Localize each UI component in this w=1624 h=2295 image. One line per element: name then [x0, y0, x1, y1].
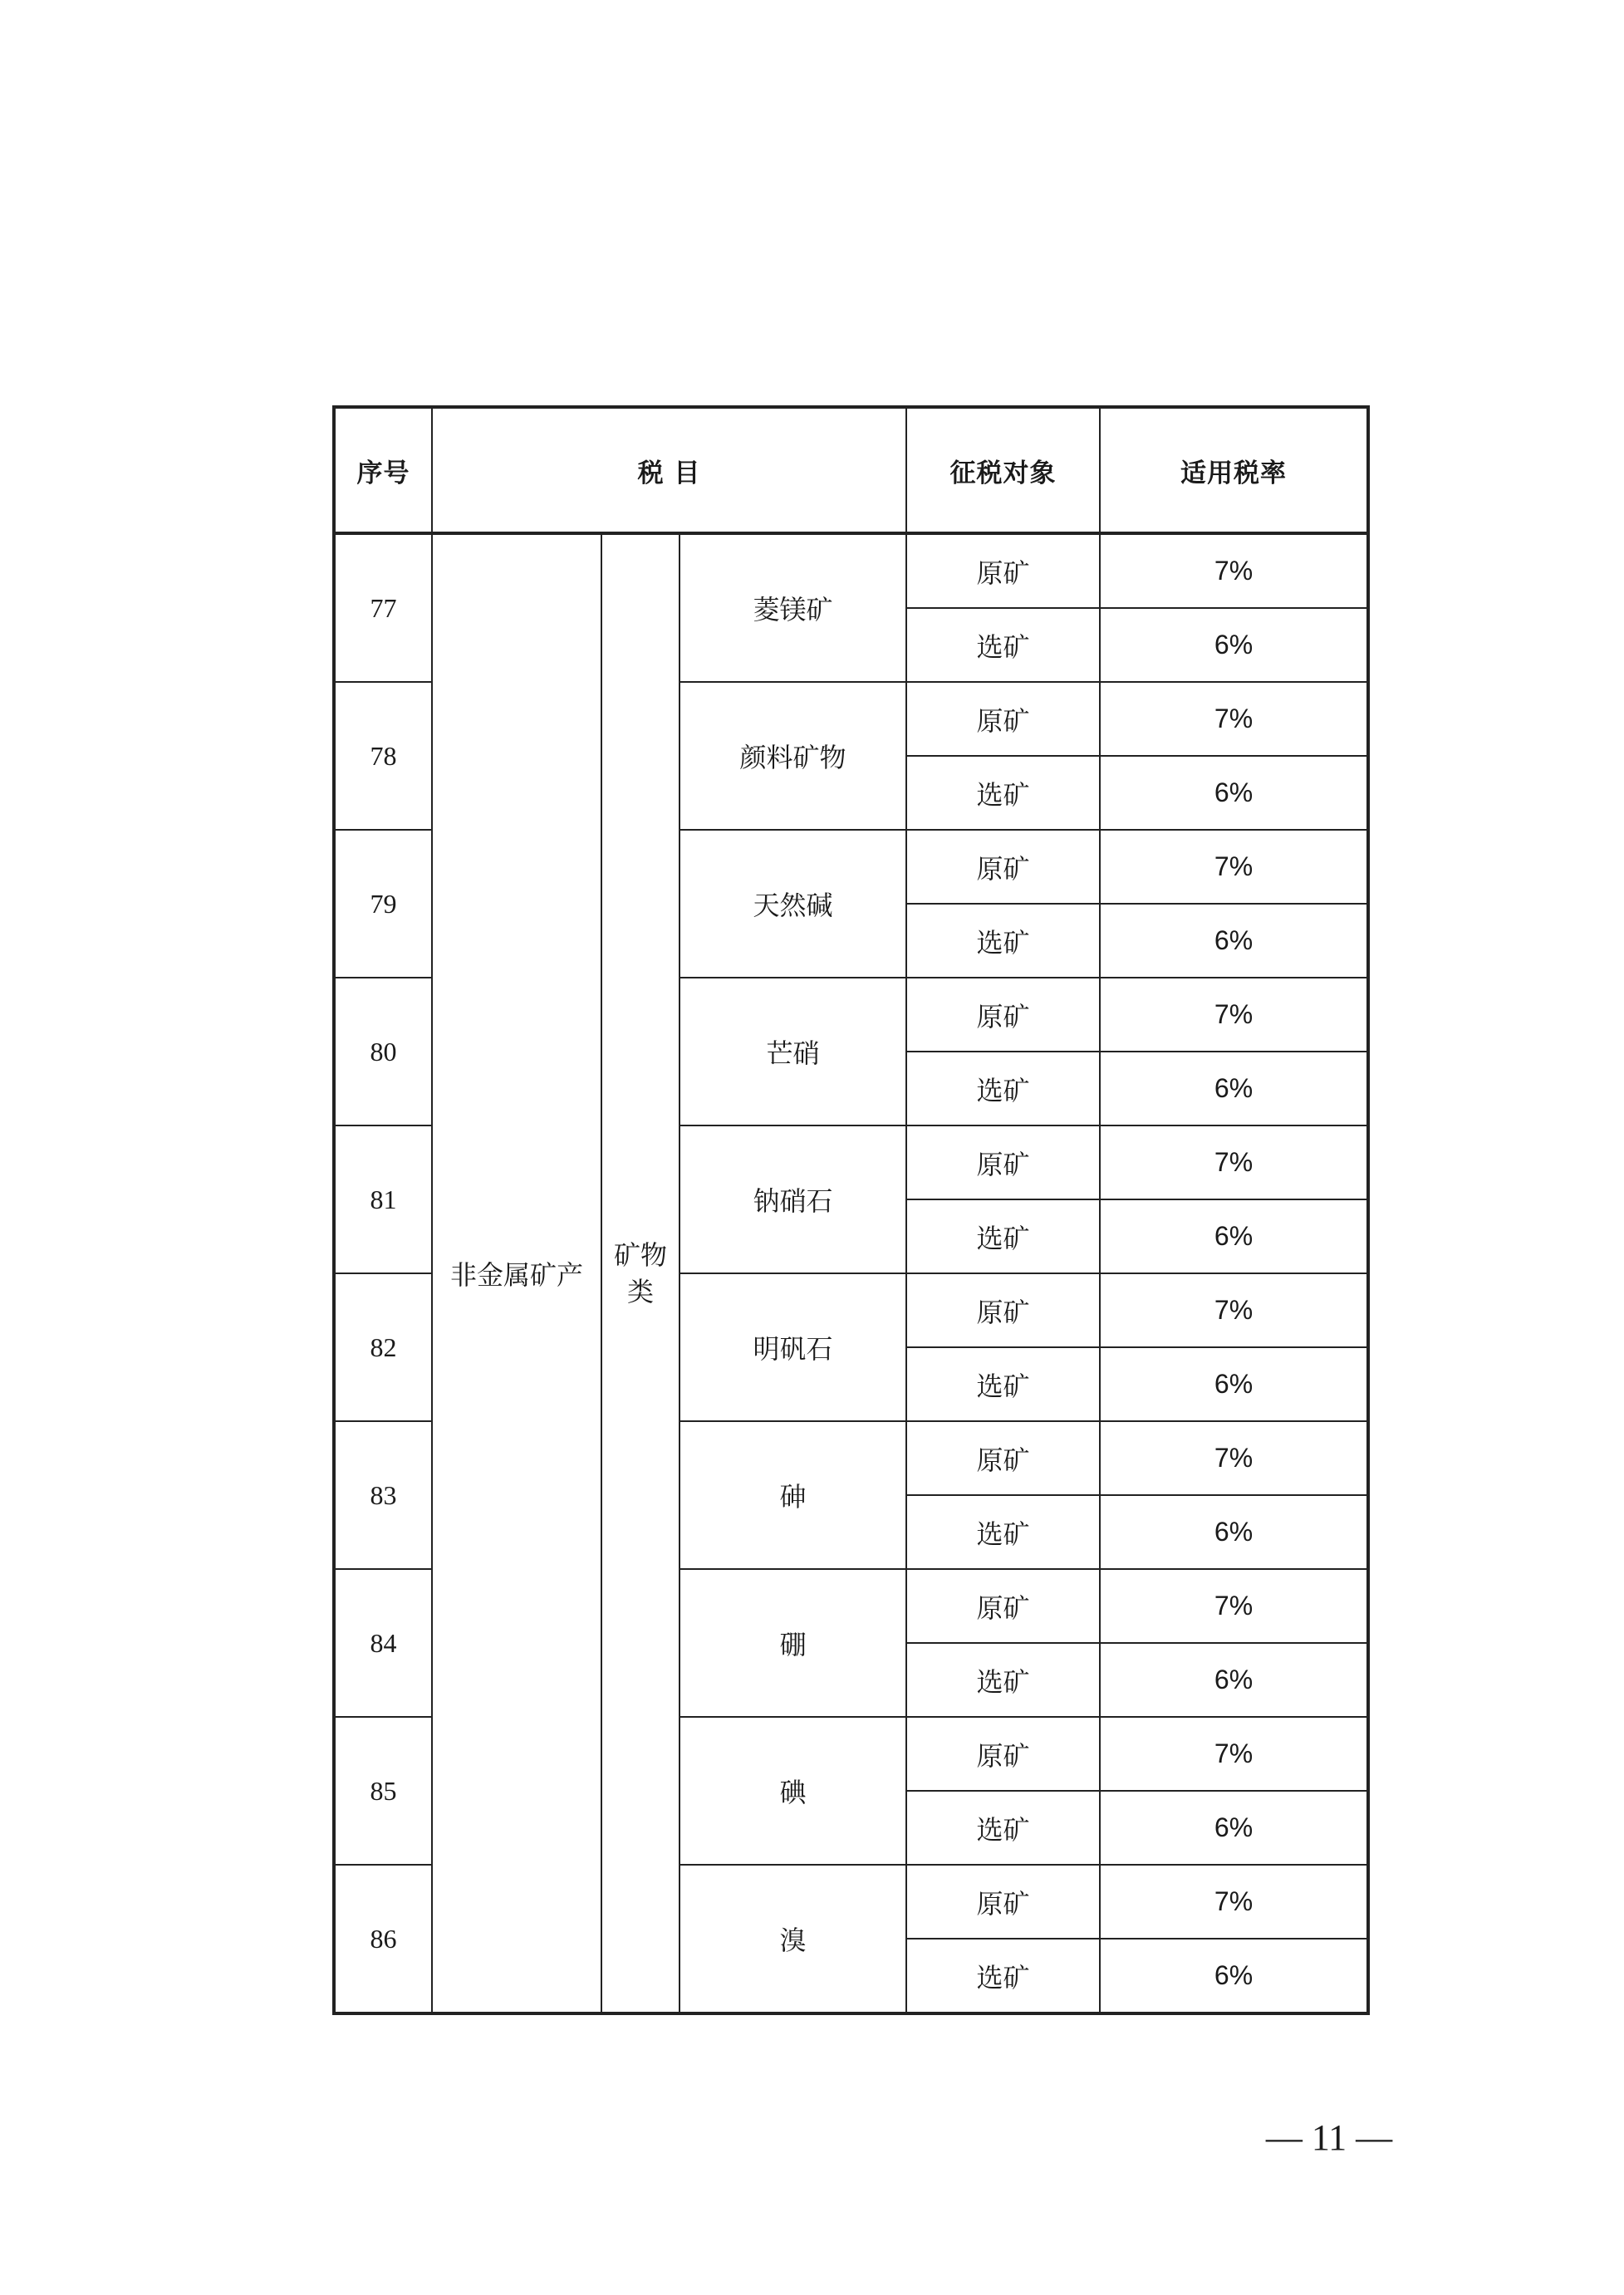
subcategory-cell	[601, 533, 680, 2013]
tax-object: 原矿	[906, 1865, 1100, 1939]
tax-rate: 7%	[1100, 533, 1368, 608]
table-row	[334, 533, 1368, 608]
mineral-name: 钠硝石	[680, 1125, 906, 1273]
row-seq: 79	[334, 830, 432, 978]
tax-rate: 6%	[1100, 756, 1368, 830]
tax-object: 选矿	[906, 1347, 1100, 1421]
tax-object: 原矿	[906, 1273, 1100, 1347]
tax-object: 选矿	[906, 756, 1100, 830]
tax-rate: 7%	[1100, 1717, 1368, 1791]
tax-object: 选矿	[906, 1791, 1100, 1865]
tax-rate: 6%	[1100, 1052, 1368, 1125]
subcategory-label: 矿物类	[613, 1239, 667, 1307]
mineral-name: 菱镁矿	[680, 533, 906, 682]
tax-rate: 7%	[1100, 1865, 1368, 1939]
tax-object: 原矿	[906, 1717, 1100, 1791]
tax-rate: 6%	[1100, 1347, 1368, 1421]
tax-rate: 6%	[1100, 608, 1368, 682]
tax-object: 选矿	[906, 904, 1100, 978]
tax-object: 选矿	[906, 1939, 1100, 2013]
tax-rate: 6%	[1100, 1791, 1368, 1865]
row-seq: 82	[334, 1273, 432, 1421]
header-seq: 序号	[334, 407, 432, 533]
mineral-name: 溴	[680, 1865, 906, 2013]
mineral-name: 颜料矿物	[680, 682, 906, 830]
category-cell	[432, 533, 601, 2013]
tax-object: 原矿	[906, 682, 1100, 756]
tax-rate: 6%	[1100, 1939, 1368, 2013]
tax-rate: 7%	[1100, 1125, 1368, 1199]
mineral-name: 明矾石	[680, 1273, 906, 1421]
tax-object: 原矿	[906, 1421, 1100, 1495]
row-seq: 84	[334, 1569, 432, 1717]
tax-rate: 7%	[1100, 830, 1368, 904]
mineral-name: 芒硝	[680, 978, 906, 1125]
row-seq: 81	[334, 1125, 432, 1273]
tax-rate: 6%	[1100, 1199, 1368, 1273]
mineral-name: 碘	[680, 1717, 906, 1865]
page-number: — 11 —	[1265, 2117, 1393, 2158]
header-object: 征税对象	[906, 407, 1100, 533]
tax-rate: 7%	[1100, 978, 1368, 1052]
tax-rate: 6%	[1100, 1495, 1368, 1569]
mineral-name: 砷	[680, 1421, 906, 1569]
tax-object: 原矿	[906, 830, 1100, 904]
mineral-name: 天然碱	[680, 830, 906, 978]
tax-object: 原矿	[906, 1125, 1100, 1199]
row-seq: 80	[334, 978, 432, 1125]
tax-rate: 7%	[1100, 1273, 1368, 1347]
tax-object: 选矿	[906, 1199, 1100, 1273]
tax-rate: 6%	[1100, 904, 1368, 978]
row-seq: 86	[334, 1865, 432, 2013]
header-item: 税 目	[432, 407, 906, 533]
tax-rate-table	[332, 405, 1370, 2015]
row-seq: 77	[334, 533, 432, 682]
header-rate: 适用税率	[1100, 407, 1368, 533]
tax-object: 原矿	[906, 1569, 1100, 1643]
tax-rate: 7%	[1100, 682, 1368, 756]
tax-object: 选矿	[906, 608, 1100, 682]
row-seq: 78	[334, 682, 432, 830]
tax-object: 选矿	[906, 1495, 1100, 1569]
tax-object: 选矿	[906, 1052, 1100, 1125]
category-label: 非金属矿产	[449, 1259, 583, 1291]
tax-rate: 7%	[1100, 1421, 1368, 1495]
tax-object: 原矿	[906, 533, 1100, 608]
tax-rate: 7%	[1100, 1569, 1368, 1643]
row-seq: 85	[334, 1717, 432, 1865]
table-header-row	[334, 407, 1368, 533]
tax-rate: 6%	[1100, 1643, 1368, 1717]
tax-object: 选矿	[906, 1643, 1100, 1717]
mineral-name: 硼	[680, 1569, 906, 1717]
row-seq: 83	[334, 1421, 432, 1569]
tax-object: 原矿	[906, 978, 1100, 1052]
